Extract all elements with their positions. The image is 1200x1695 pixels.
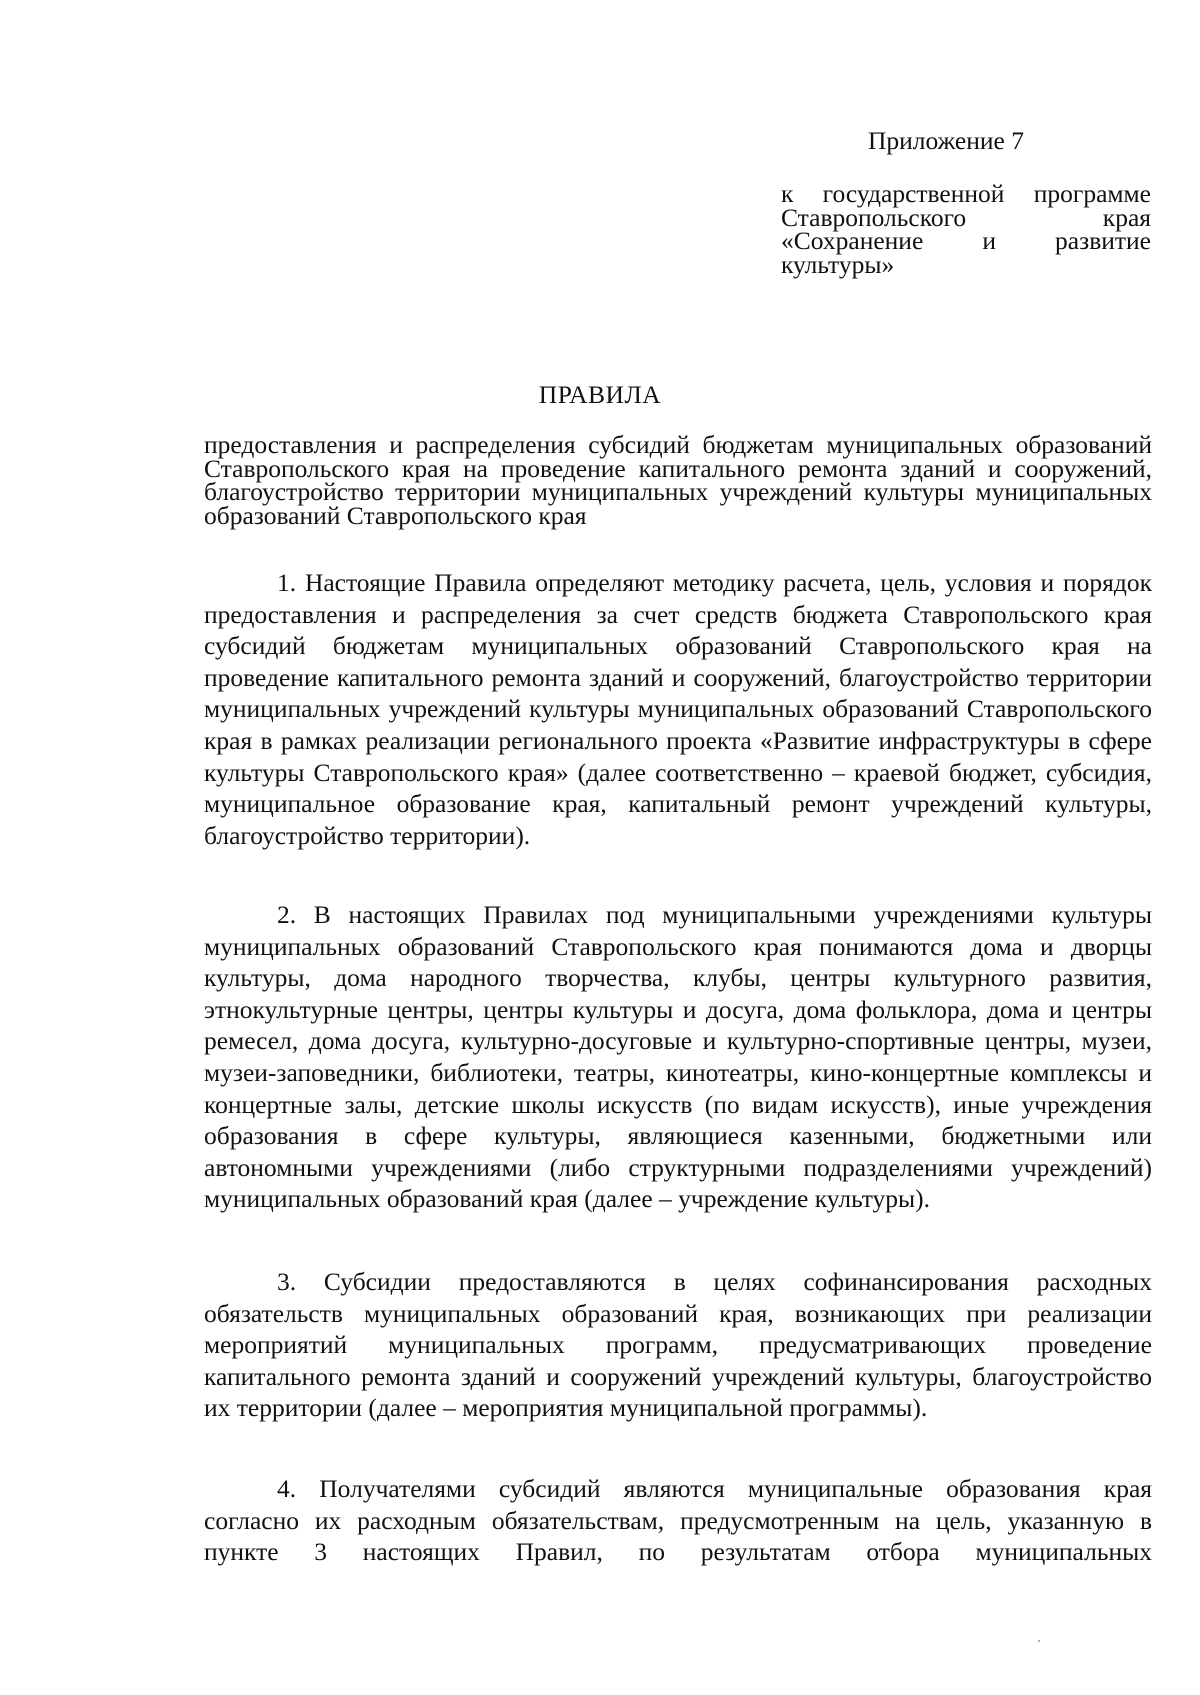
appendix-reference: к государственной программе Ставропольского края «Сохранение и развитие культуры» bbox=[781, 179, 1151, 279]
scan-speck bbox=[1038, 1640, 1040, 1642]
paragraph-1: 1. Настоящие Правила определяют методику расчета, цель, условия и порядок предоставления и распределения за счет средств бюджета Ставропольского края субсидий бюджетам муниципальных образований Ставропольского края на проведение капитального ремонта зданий и сооружений, благоустройство территории муниципальных учреждений культуры муниципальных образований Ставропольского края в рамках реализации регионального проекта «Развитие инфраструктуры в сфере культуры Ставропольского края» (далее соответственно – краевой бюджет, субсидия, муниципальное образование края, капитальный ремонт учреждений культуры, благоустройство территории). bbox=[204, 568, 1152, 850]
document-subtitle: предоставления и распределения субсидий бюджетам муниципальных образований Ставропольского края на проведение капитального ремонта зданий и сооружений, благоустройство территории муниципальных учреждений культуры муниципальных образований Ставропольского края bbox=[204, 430, 1152, 530]
paragraph-3: 3. Субсидии предоставляются в целях софинансирования расходных обязательств муниципальных образований края, возникающих при реализации мероприятий муниципальных программ, предусматривающих проведение капитального ремонта зданий и сооружений учреждений культуры, благоустройство их территории (далее – мероприятия муниципальной программы). bbox=[204, 1267, 1152, 1423]
appendix-label: Приложение 7 bbox=[868, 126, 1024, 155]
paragraph-4: 4. Получателями субсидий являются муниципальные образования края согласно их расходным обязательствам, предусмотренным на цель, указанную в пункте 3 настоящих Правил, по результатам отбора муниципальных bbox=[204, 1474, 1152, 1567]
document-title: ПРАВИЛА bbox=[538, 380, 662, 409]
paragraph-2: 2. В настоящих Правилах под муниципальными учреждениями культуры муниципальных образований Ставропольского края понимаются дома и дворцы культуры, дома народного творчества, клубы, центры культурного развития, этнокультурные центры, центры культуры и досуга, дома фольклора, дома и центры ремесел, дома досуга, культурно-досуговые и культурно-спортивные центры, музеи, музеи-заповедники, библиотеки, театры, кинотеатры, кино-концертные комплексы и концертные залы, детские школы искусств (по видам искусств), иные учреждения образования в сфере культуры, являющиеся казенными, бюджетными или автономными учреждениями (либо структурными подразделениями учреждений) муниципальных образований края (далее – учреждение культуры). bbox=[204, 900, 1152, 1214]
